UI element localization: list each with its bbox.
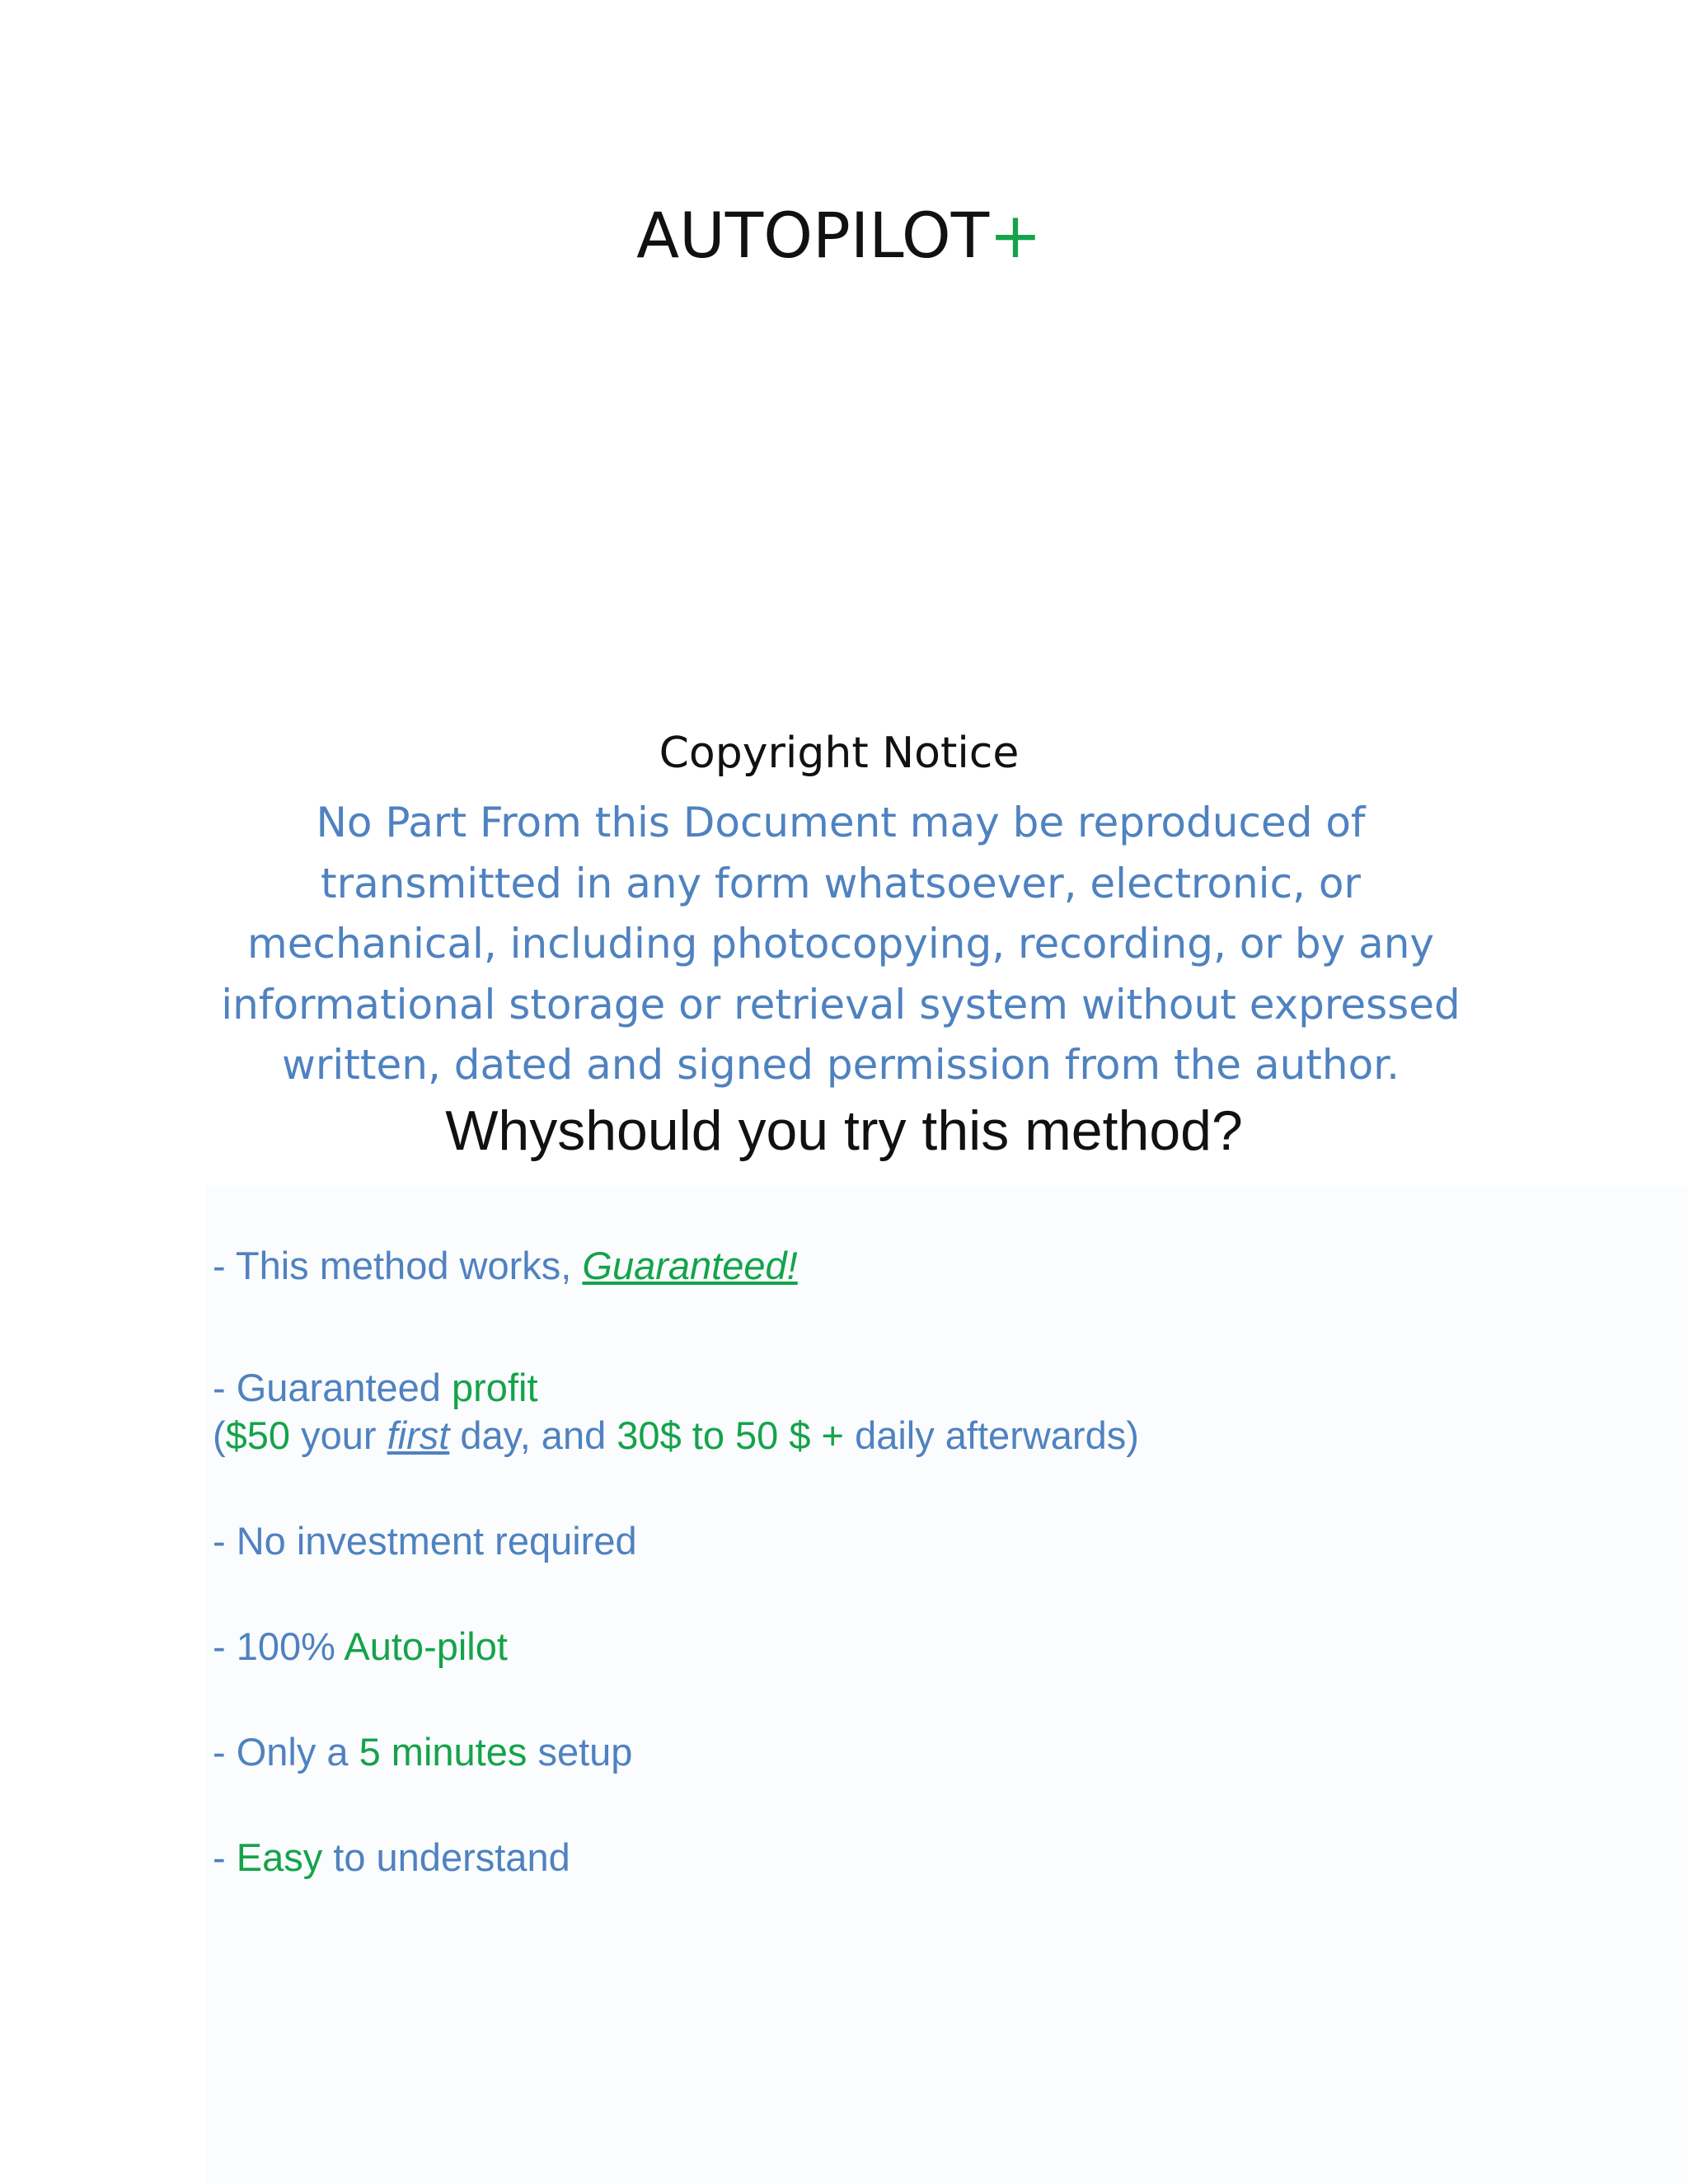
bullet-text: - No investment required <box>213 1519 637 1563</box>
minutes-highlight: 5 minutes <box>359 1730 528 1774</box>
auto-pilot-highlight: Auto-pilot <box>344 1624 508 1668</box>
bullet-text: - 100% <box>213 1624 345 1668</box>
day-text: day, and <box>449 1413 617 1457</box>
copyright-line: mechanical, including photocopying, recording, or by any <box>246 920 1434 968</box>
bullet-text: - <box>213 1835 237 1879</box>
bullet-auto-pilot <box>213 1624 508 1668</box>
bullet-text: - Guaranteed <box>213 1366 452 1409</box>
setup-text: setup <box>527 1730 633 1774</box>
amount-highlight: $50 <box>225 1413 291 1457</box>
copyright-line: informational storage or retrieval system without expressed <box>221 980 1461 1029</box>
copyright-line: No Part From this Document may be reproduced of <box>316 799 1366 846</box>
title-text: AUTOPILOT <box>636 199 990 272</box>
easy-highlight: Easy <box>236 1835 323 1879</box>
document-title <box>0 199 1678 272</box>
copyright-body <box>206 793 1475 1096</box>
profit-highlight: profit <box>452 1366 538 1409</box>
first-emphasis: first <box>387 1413 450 1457</box>
range-highlight: 30$ to 50 $ + <box>617 1413 845 1457</box>
copyright-heading: Copyright Notice <box>659 729 1020 778</box>
your-text: your <box>290 1413 387 1457</box>
paren-open: ( <box>213 1413 226 1457</box>
bullet-works-guaranteed <box>213 1246 798 1285</box>
bullet-setup-time <box>213 1730 633 1774</box>
bullet-easy <box>213 1835 570 1879</box>
afterwards-text: daily afterwards) <box>844 1413 1139 1457</box>
bullet-text: - This method works, <box>213 1244 583 1287</box>
guaranteed-highlight: Guaranteed! <box>582 1244 798 1287</box>
copyright-line: written, dated and signed permission from the author. <box>281 1041 1400 1089</box>
understand-text: to understand <box>322 1835 570 1879</box>
why-heading: Whyshould you try this method? <box>445 1099 1243 1162</box>
copyright-line: transmitted in any form whatsoever, electronic, or <box>321 859 1361 907</box>
page-shading <box>206 1187 1688 2184</box>
bullet-profit-details <box>213 1413 1139 1457</box>
title-plus-accent: + <box>989 199 1042 272</box>
bullet-guaranteed-profit <box>213 1368 538 1407</box>
bullet-text: - Only a <box>213 1730 359 1774</box>
bullet-no-investment <box>213 1519 637 1563</box>
